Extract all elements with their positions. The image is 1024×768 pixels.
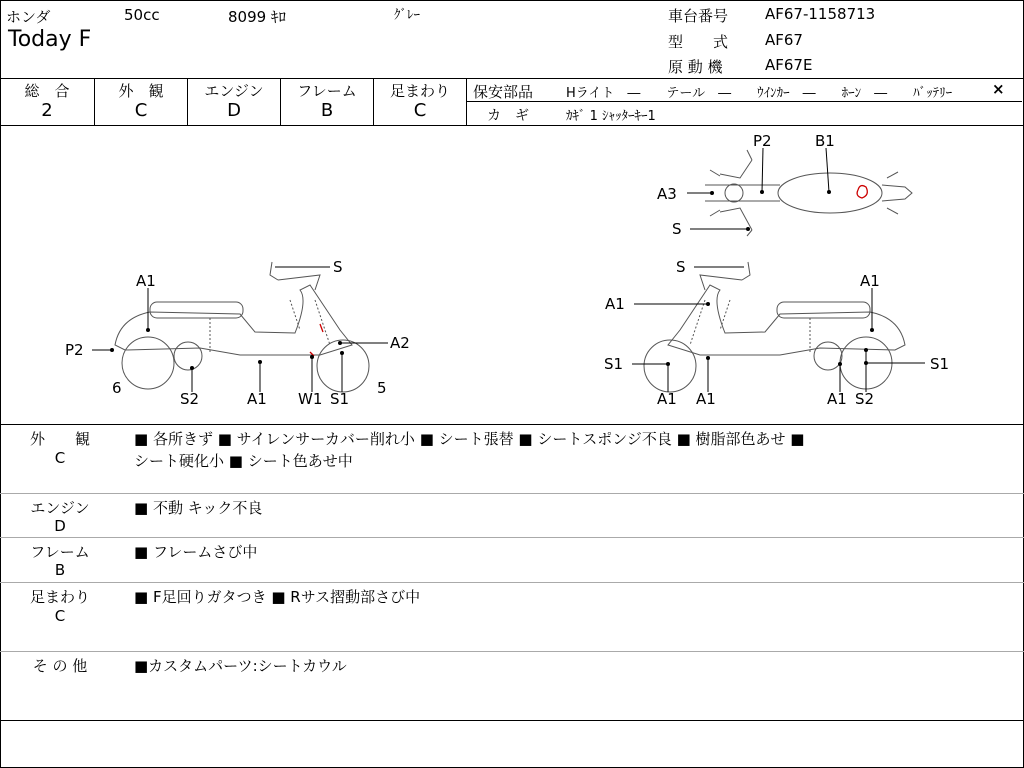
displacement: 50cc [124,6,160,24]
type-value: AF67 [765,31,803,49]
grade-frame-value: B [320,100,334,121]
divider [0,78,1024,79]
diagram-label: S1 [604,355,624,373]
grade-overall-value: 2 [41,100,53,121]
section-suspension-line: ■ F足回りガタつき ■ Rサス摺動部さび中 [134,588,421,606]
damage-mark [857,186,867,198]
engine-value: AF67E [765,56,813,74]
section-exterior-grade: C [54,449,66,467]
divider [466,101,1022,102]
frame-no-label: 車台番号 [668,7,729,25]
diagram-label: 5 [377,379,387,397]
safety-items: Hライト ― テール ― ｳｲﾝｶｰ ― ﾎｰﾝ ― ﾊﾞｯﾃﾘｰ [566,86,953,101]
frame-no: AF67-1158713 [765,5,876,23]
section-engine-line: ■ 不動 キック不良 [134,499,263,517]
diagram-label: S [333,258,343,276]
grade-exterior-value: C [134,100,148,121]
grade-engine-label: エンジン [204,82,264,100]
divider [0,720,1024,721]
engine-label: 原 動 機 [668,58,723,76]
scooter-top-view [705,150,912,236]
diagram-label: S2 [180,390,200,408]
diagram-label: W1 [298,390,323,408]
diagram-label: A3 [657,185,677,203]
diagram-label: A1 [696,390,716,408]
divider [0,493,1024,494]
section-engine-grade: D [54,517,66,535]
grade-suspension-label: 足まわり [389,82,450,100]
model-name: Today F [8,27,92,52]
diagram-label: 6 [112,379,122,397]
diagram-label: A2 [390,334,410,352]
section-frame-label: フレーム [30,543,90,561]
divider [0,651,1024,652]
battery-mark: × [992,80,1005,98]
section-frame-line: ■ フレームさび中 [134,543,258,561]
mileage: 8099 ｷﾛ [228,8,286,26]
divider [0,582,1024,583]
section-engine-label: エンジン [30,499,90,517]
diagram-label: A1 [827,390,847,408]
grade-engine-value: D [227,100,241,121]
key-label: カ ギ [487,108,529,124]
safety-label: 保安部品 [473,83,534,101]
section-exterior-label: 外 観 [29,430,90,448]
diagram-label: A1 [657,390,677,408]
grade-overall-label: 総 合 [24,82,70,100]
section-suspension-label: 足まわり [29,588,90,606]
diagram-label: P2 [65,341,84,359]
grade-exterior-label: 外 観 [118,82,164,100]
section-other-label: そ の 他 [32,657,88,675]
diagram-label: S [676,258,686,276]
diagram-label: A1 [860,272,880,290]
grade-suspension-value: C [413,100,427,121]
section-exterior-line: ■ 各所きず ■ サイレンサーカバー削れ小 ■ シート張替 ■ シートスポンジ不良 ■ 樹脂部色あせ ■ [134,430,805,448]
section-suspension-grade: C [54,607,66,625]
color: ｸﾞﾚｰ [394,8,420,23]
diagram-label: A1 [605,295,625,313]
damage-diagram [0,126,1024,424]
maker: ホンダ [6,8,51,26]
diagram-label: S1 [330,390,350,408]
type-label: 型 式 [668,33,729,51]
divider [0,537,1024,538]
diagram-label: P2 [753,132,772,150]
section-frame-grade: B [54,561,66,579]
diagram-label: A1 [136,272,156,290]
section-other-line: ■カスタムパーツ:シートカウル [134,657,347,675]
section-exterior-line: シート硬化小 ■ シート色あせ中 [134,452,353,470]
diagram-label: S1 [930,355,950,373]
diagram-label: B1 [815,132,835,150]
diagram-label: S [672,220,682,238]
divider [0,424,1024,425]
diagram-label: A1 [247,390,267,408]
grade-frame-label: フレーム [297,82,357,100]
diagram-label: S2 [855,390,875,408]
key-value: ｶｷﾞ 1 ｼｬｯﾀｰｷｰ1 [566,109,656,124]
